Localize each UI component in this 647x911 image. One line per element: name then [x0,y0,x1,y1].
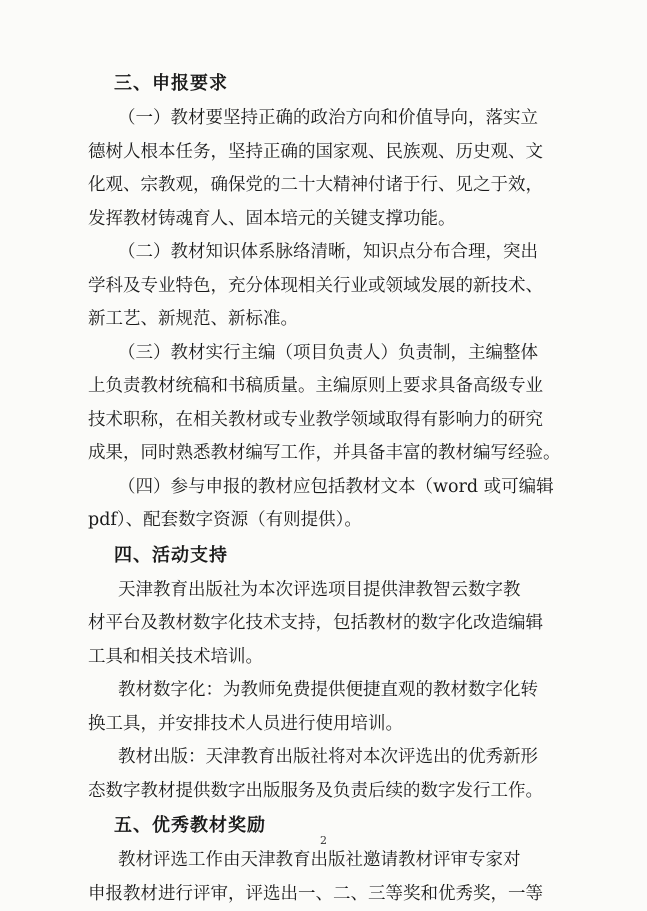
paragraph [88,574,562,675]
text-line: 换工具，并安排技术人员进行使用培训。 [88,708,562,742]
paragraph [88,844,562,911]
text-line: 工具和相关技术培训。 [88,641,562,675]
document-body [88,66,562,911]
text-line: 化观、宗教观，确保党的二十大精神付诸于行、见之于效， [88,169,562,203]
text-line: 发挥教材铸魂育人、固本培元的关键支撑功能。 [88,203,562,237]
section-heading: 四、活动支持 [114,538,562,574]
section-application-requirements [88,66,562,538]
text-line: 天津教育出版社为本次评选项目提供津教智云数字教 [88,574,562,608]
text-line: （二）教材知识体系脉络清晰，知识点分布合理，突出 [88,236,562,270]
section-heading: 三、申报要求 [114,66,562,102]
text-line: 态数字教材提供数字出版服务及负责后续的数字发行工作。 [88,775,562,809]
text-line: 上负责教材统稿和书稿质量。主编原则上要求具备高级专业 [88,370,562,404]
text-line: 材平台及教材数字化技术支持，包括教材的数字化改造编辑 [88,607,562,641]
text-line: （三）教材实行主编（项目负责人）负责制，主编整体 [88,337,562,371]
text-line: 教材出版：天津教育出版社将对本次评选出的优秀新形 [88,741,562,775]
text-line: 学科及专业特色，充分体现相关行业或领域发展的新技术、 [88,270,562,304]
text-line: 成果，同时熟悉教材编写工作，并具备丰富的教材编写经验。 [88,437,562,471]
text-line: 申报教材进行评审，评选出一、二、三等奖和优秀奖，一等 [88,878,562,911]
paragraph [88,471,562,538]
page-number: 2 [0,834,647,847]
paragraph [88,337,562,471]
text-line: 技术职称，在相关教材或专业教学领域取得有影响力的研究 [88,404,562,438]
text-line: （四）参与申报的教材应包括教材文本（word 或可编辑 [88,471,562,505]
paragraph [88,741,562,808]
section-heading: 五、优秀教材奖励 [114,808,562,844]
text-line: 教材评选工作由天津教育出版社邀请教材评审专家对 [88,844,562,878]
paragraph [88,674,562,741]
section-award [88,808,562,911]
text-line: 教材数字化：为教师免费提供便捷直观的教材数字化转 [88,674,562,708]
paragraph [88,102,562,236]
text-line: pdf）、配套数字资源（有则提供）。 [88,504,562,538]
text-line: （一）教材要坚持正确的政治方向和价值导向，落实立 [88,102,562,136]
section-activity-support [88,538,562,809]
text-line: 新工艺、新规范、新标准。 [88,303,562,337]
paragraph [88,236,562,337]
text-line: 德树人根本任务，坚持正确的国家观、民族观、历史观、文 [88,136,562,170]
